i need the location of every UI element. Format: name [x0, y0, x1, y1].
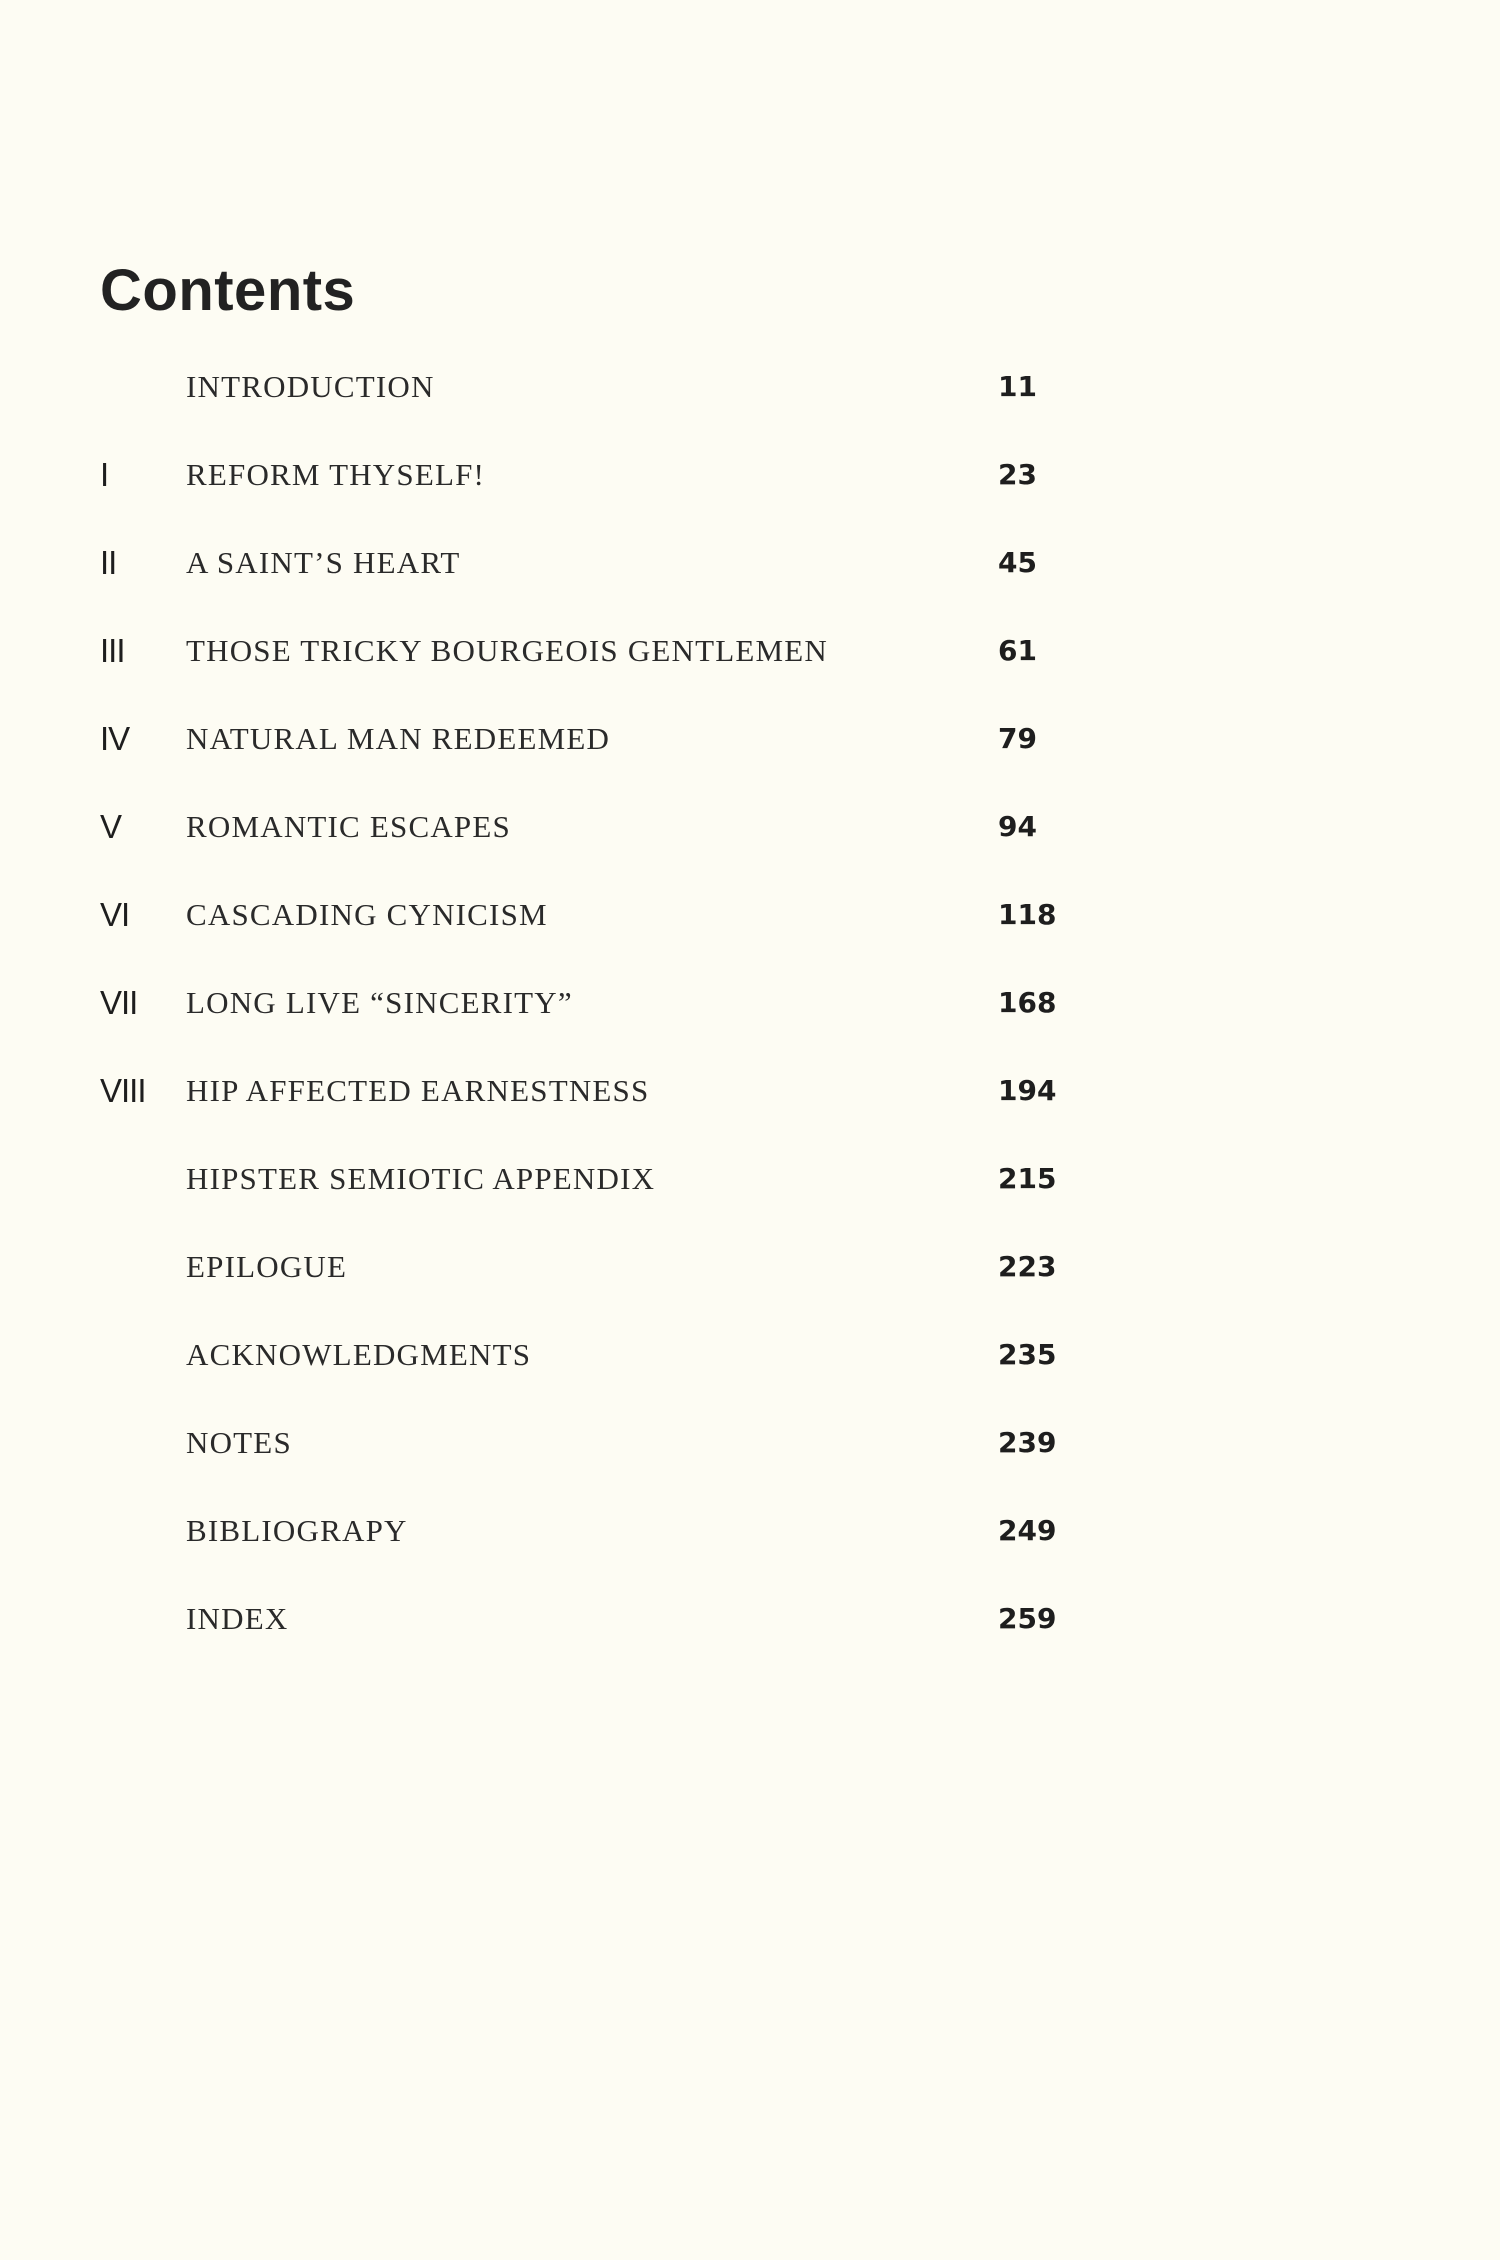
toc-entry-chapter-8[interactable] — [0, 1071, 1500, 1111]
chapter-numeral: VII — [100, 984, 138, 1021]
chapter-numeral: V — [100, 808, 122, 845]
toc-entry-bibliography[interactable] — [0, 1511, 1500, 1551]
page-number: 118 — [998, 898, 1057, 931]
chapter-title: INTRODUCTION — [186, 369, 435, 404]
toc-entry-epilogue[interactable] — [0, 1247, 1500, 1287]
chapter-title: BIBLIOGRAPY — [186, 1513, 408, 1548]
page-number: 61 — [998, 634, 1037, 667]
page-number: 94 — [998, 810, 1037, 843]
page-number: 45 — [998, 546, 1037, 579]
chapter-numeral: I — [100, 456, 109, 493]
page-title: Contents — [100, 258, 356, 323]
chapter-title: EPILOGUE — [186, 1249, 348, 1284]
toc-entry-chapter-4[interactable] — [0, 719, 1500, 759]
chapter-title: A SAINT’S HEART — [186, 545, 461, 580]
chapter-numeral: III — [100, 632, 125, 669]
toc-entry-appendix[interactable] — [0, 1159, 1500, 1199]
chapter-title: HIPSTER SEMIOTIC APPENDIX — [186, 1161, 656, 1196]
chapter-title: ROMANTIC ESCAPES — [186, 809, 511, 844]
toc-entry-chapter-5[interactable] — [0, 807, 1500, 847]
chapter-numeral: VIII — [100, 1072, 146, 1109]
chapter-title: HIP AFFECTED EARNESTNESS — [186, 1073, 650, 1108]
page-number: 249 — [998, 1514, 1057, 1547]
toc-entry-chapter-1[interactable] — [0, 455, 1500, 495]
toc-entry-introduction[interactable] — [0, 367, 1500, 407]
toc-entry-chapter-3[interactable] — [0, 631, 1500, 671]
page-number: 23 — [998, 458, 1037, 491]
toc-entry-index[interactable] — [0, 1599, 1500, 1639]
page-number: 223 — [998, 1250, 1057, 1283]
chapter-numeral: II — [100, 544, 117, 581]
toc-entry-acknowledgments[interactable] — [0, 1335, 1500, 1375]
page-number: 259 — [998, 1602, 1057, 1635]
page-number: 11 — [998, 370, 1037, 403]
page-number: 235 — [998, 1338, 1057, 1371]
chapter-title: ACKNOWLEDGMENTS — [186, 1337, 532, 1372]
page-number: 168 — [998, 986, 1057, 1019]
page-number: 239 — [998, 1426, 1057, 1459]
chapter-title: CASCADING CYNICISM — [186, 897, 548, 932]
chapter-numeral: VI — [100, 896, 130, 933]
chapter-title: INDEX — [186, 1601, 289, 1636]
toc-entry-chapter-6[interactable] — [0, 895, 1500, 935]
page-number: 79 — [998, 722, 1037, 755]
chapter-title: NOTES — [186, 1425, 292, 1460]
chapter-title: REFORM THYSELF! — [186, 457, 486, 492]
page-number: 215 — [998, 1162, 1057, 1195]
chapter-title: THOSE TRICKY BOURGEOIS GENTLEMEN — [186, 633, 829, 668]
chapter-title: NATURAL MAN REDEEMED — [186, 721, 611, 756]
toc-entry-chapter-7[interactable] — [0, 983, 1500, 1023]
page-number: 194 — [998, 1074, 1057, 1107]
toc-entry-notes[interactable] — [0, 1423, 1500, 1463]
chapter-title: LONG LIVE “SINCERITY” — [186, 985, 573, 1020]
chapter-numeral: IV — [100, 720, 130, 757]
toc-entry-chapter-2[interactable] — [0, 543, 1500, 583]
